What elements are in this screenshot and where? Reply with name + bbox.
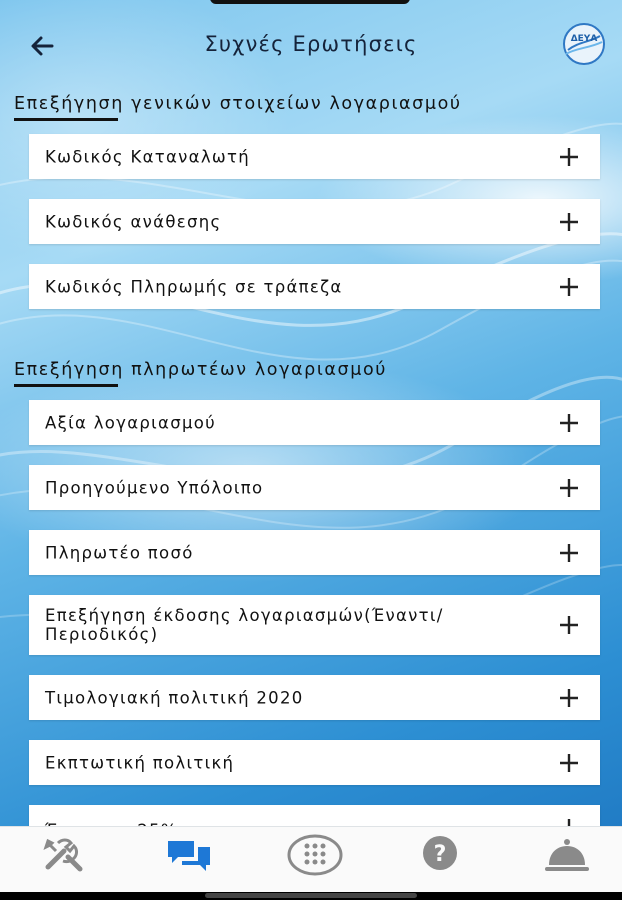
chat-icon	[164, 833, 214, 877]
nav-service[interactable]	[542, 833, 592, 877]
plus-icon	[558, 477, 580, 499]
bottom-navigation	[0, 826, 622, 893]
faq-item-label: Τιμολογιακή πολιτική 2020	[45, 688, 304, 707]
faq-item-label: Κωδικός Πληρωμής σε τράπεζα	[45, 277, 343, 296]
faq-item-label: Επεξήγηση έκδοσης λογαριασμών(Έναντι/ Περιοδικός)	[45, 606, 444, 644]
svg-text:ΔΕΥΑ: ΔΕΥΑ	[570, 34, 598, 44]
plus-icon	[558, 276, 580, 298]
section-underline	[14, 118, 118, 121]
faq-item-label: Κωδικός ανάθεσης	[45, 212, 222, 231]
nav-tools[interactable]	[40, 833, 86, 877]
faq-item-pricing-policy[interactable]	[29, 675, 600, 720]
svg-text:?: ?	[433, 842, 447, 867]
plus-icon	[558, 412, 580, 434]
plus-icon	[558, 614, 580, 636]
plus-icon	[558, 211, 580, 233]
plus-icon	[558, 687, 580, 709]
faq-item-label: Εκπτωτική πολιτική	[45, 753, 235, 772]
help-icon	[420, 833, 460, 877]
service-bell-icon	[542, 833, 592, 877]
nav-faq[interactable]	[164, 833, 214, 877]
tools-icon	[40, 833, 86, 877]
section-title-general: Επεξήγηση γενικών στοιχείων λογαριασμού	[14, 94, 462, 114]
dialpad-icon	[287, 833, 343, 877]
home-indicator[interactable]	[205, 893, 417, 898]
plus-icon	[558, 542, 580, 564]
faq-item-label: Προηγούμενο Υπόλοιπο	[45, 478, 264, 497]
section-underline	[14, 384, 118, 387]
faq-item-bank-payment-code[interactable]	[29, 264, 600, 309]
faq-item-label: Αξία λογαριασμού	[45, 413, 217, 432]
faq-item-amount-due[interactable]	[29, 530, 600, 575]
nav-dialpad[interactable]	[287, 833, 343, 877]
top-app-bar	[0, 20, 622, 72]
faq-item-assignment-code[interactable]	[29, 199, 600, 244]
faq-item-consumer-code[interactable]	[29, 134, 600, 179]
faq-item-label: Κωδικός Καταναλωτή	[45, 147, 251, 166]
device-notch	[210, 0, 410, 4]
logo-image	[556, 22, 612, 66]
faq-item-bill-value[interactable]	[29, 400, 600, 445]
faq-item-label: Πληρωτέο ποσό	[45, 543, 194, 562]
faq-item-bill-issuance[interactable]	[29, 595, 600, 655]
plus-icon	[558, 146, 580, 168]
plus-icon	[558, 752, 580, 774]
nav-help[interactable]	[420, 833, 460, 877]
faq-item-discount-policy[interactable]	[29, 740, 600, 785]
app-logo	[556, 22, 612, 66]
section-title-payables: Επεξήγηση πληρωτέων λογαριασμού	[14, 360, 388, 380]
page-title: Συχνές Ερωτήσεις	[204, 32, 418, 56]
faq-item-previous-balance[interactable]	[29, 465, 600, 510]
